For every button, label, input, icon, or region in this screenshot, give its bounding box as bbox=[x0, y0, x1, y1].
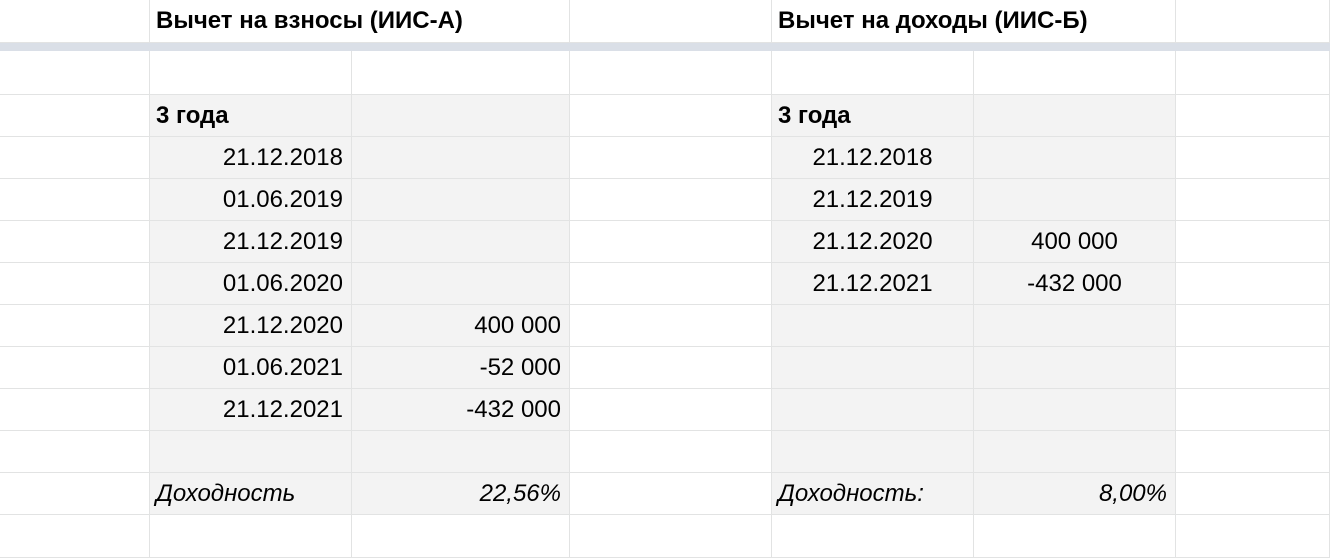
sheet-cell[interactable] bbox=[1176, 347, 1330, 389]
cell-text: 21.12.2018 bbox=[812, 143, 933, 171]
sheet-cell[interactable] bbox=[150, 51, 352, 95]
sheet-cell[interactable] bbox=[1176, 473, 1330, 515]
sheet-cell[interactable] bbox=[0, 263, 150, 305]
date-cell[interactable] bbox=[772, 221, 974, 263]
sheet-cell[interactable] bbox=[352, 431, 570, 473]
cell-text: 22,56% bbox=[479, 479, 561, 507]
sheet-cell[interactable] bbox=[0, 0, 150, 43]
period-label-iis-a[interactable] bbox=[150, 95, 352, 137]
sheet-cell[interactable] bbox=[0, 431, 150, 473]
cell-text: 21.12.2020 bbox=[812, 227, 933, 255]
header-iis-a[interactable] bbox=[150, 0, 570, 43]
amount-cell[interactable] bbox=[974, 179, 1176, 221]
sheet-cell[interactable] bbox=[1176, 179, 1330, 221]
sheet-cell[interactable] bbox=[772, 51, 974, 95]
sheet-cell[interactable] bbox=[974, 515, 1176, 558]
cell-text: 3 года bbox=[778, 101, 851, 129]
amount-cell[interactable] bbox=[352, 263, 570, 305]
date-cell[interactable] bbox=[772, 179, 974, 221]
sheet-cell[interactable] bbox=[1176, 515, 1330, 558]
cell-text: 01.06.2019 bbox=[222, 185, 343, 213]
date-cell[interactable] bbox=[150, 221, 352, 263]
date-cell[interactable] bbox=[150, 389, 352, 431]
cell-text: -52 000 bbox=[479, 353, 561, 381]
cell-text: 8,00% bbox=[1098, 479, 1167, 507]
date-cell[interactable] bbox=[150, 179, 352, 221]
sheet-cell[interactable] bbox=[570, 305, 772, 347]
amount-cell[interactable] bbox=[352, 347, 570, 389]
cell-text: 01.06.2021 bbox=[222, 353, 343, 381]
sheet-cell[interactable] bbox=[352, 95, 570, 137]
header-iis-b[interactable] bbox=[772, 0, 1176, 43]
sheet-cell[interactable] bbox=[974, 95, 1176, 137]
yield-label-iis-b[interactable] bbox=[772, 473, 974, 515]
sheet-cell[interactable] bbox=[0, 389, 150, 431]
sheet-cell[interactable] bbox=[772, 305, 974, 347]
amount-cell[interactable] bbox=[352, 389, 570, 431]
sheet-cell[interactable] bbox=[570, 221, 772, 263]
yield-label-iis-a[interactable] bbox=[150, 473, 352, 515]
period-label-iis-b[interactable] bbox=[772, 95, 974, 137]
sheet-cell[interactable] bbox=[0, 473, 150, 515]
sheet-cell[interactable] bbox=[570, 179, 772, 221]
cell-text: -432 000 bbox=[1027, 269, 1122, 297]
amount-cell[interactable] bbox=[974, 137, 1176, 179]
sheet-cell[interactable] bbox=[974, 431, 1176, 473]
sheet-cell[interactable] bbox=[0, 515, 150, 558]
sheet-cell[interactable] bbox=[352, 515, 570, 558]
sheet-cell[interactable] bbox=[570, 95, 772, 137]
cell-text: 3 года bbox=[156, 101, 229, 129]
sheet-cell[interactable] bbox=[772, 347, 974, 389]
sheet-cell[interactable] bbox=[0, 137, 150, 179]
sheet-cell[interactable] bbox=[974, 389, 1176, 431]
sheet-cell[interactable] bbox=[0, 179, 150, 221]
cell-text: Вычет на доходы (ИИС-Б) bbox=[778, 7, 1088, 34]
amount-cell[interactable] bbox=[352, 305, 570, 347]
sheet-cell[interactable] bbox=[0, 51, 150, 95]
sheet-cell[interactable] bbox=[570, 473, 772, 515]
frozen-row-divider[interactable] bbox=[0, 43, 1330, 51]
date-cell[interactable] bbox=[150, 347, 352, 389]
sheet-cell[interactable] bbox=[570, 389, 772, 431]
amount-cell[interactable] bbox=[352, 221, 570, 263]
sheet-cell[interactable] bbox=[570, 515, 772, 558]
sheet-cell[interactable] bbox=[570, 0, 772, 43]
sheet-cell[interactable] bbox=[352, 51, 570, 95]
sheet-cell[interactable] bbox=[1176, 263, 1330, 305]
sheet-cell[interactable] bbox=[570, 263, 772, 305]
sheet-cell[interactable] bbox=[772, 515, 974, 558]
cell-text: 21.12.2019 bbox=[812, 185, 933, 213]
amount-cell[interactable] bbox=[974, 221, 1176, 263]
sheet-cell[interactable] bbox=[0, 95, 150, 137]
sheet-cell[interactable] bbox=[0, 305, 150, 347]
amount-cell[interactable] bbox=[352, 179, 570, 221]
yield-value-iis-a[interactable] bbox=[352, 473, 570, 515]
sheet-cell[interactable] bbox=[570, 137, 772, 179]
cell-text: 21.12.2021 bbox=[812, 269, 933, 297]
cell-text: 21.12.2018 bbox=[222, 143, 343, 171]
sheet-cell[interactable] bbox=[0, 347, 150, 389]
sheet-cell[interactable] bbox=[1176, 305, 1330, 347]
sheet-cell[interactable] bbox=[772, 431, 974, 473]
date-cell[interactable] bbox=[150, 305, 352, 347]
sheet-cell[interactable] bbox=[1176, 389, 1330, 431]
amount-cell[interactable] bbox=[974, 263, 1176, 305]
cell-text: 21.12.2021 bbox=[222, 395, 343, 423]
sheet-cell[interactable] bbox=[570, 51, 772, 95]
date-cell[interactable] bbox=[150, 263, 352, 305]
cell-text: Доходность bbox=[156, 479, 296, 507]
sheet-cell[interactable] bbox=[974, 305, 1176, 347]
cell-text: 01.06.2020 bbox=[222, 269, 343, 297]
sheet-cell[interactable] bbox=[150, 431, 352, 473]
cell-text: 400 000 bbox=[474, 311, 561, 339]
sheet-cell[interactable] bbox=[150, 515, 352, 558]
cell-text: 21.12.2020 bbox=[222, 311, 343, 339]
sheet-cell[interactable] bbox=[0, 221, 150, 263]
sheet-cell[interactable] bbox=[1176, 431, 1330, 473]
cell-text: 21.12.2019 bbox=[222, 227, 343, 255]
sheet-cell[interactable] bbox=[772, 389, 974, 431]
amount-cell[interactable] bbox=[352, 137, 570, 179]
sheet-cell[interactable] bbox=[1176, 221, 1330, 263]
sheet-cell[interactable] bbox=[974, 51, 1176, 95]
sheet-cell[interactable] bbox=[570, 347, 772, 389]
cell-text: -432 000 bbox=[466, 395, 561, 423]
sheet-cell[interactable] bbox=[1176, 95, 1330, 137]
sheet-cell[interactable] bbox=[1176, 137, 1330, 179]
yield-value-iis-b[interactable] bbox=[974, 473, 1176, 515]
sheet-cell[interactable] bbox=[974, 347, 1176, 389]
sheet-cell[interactable] bbox=[1176, 0, 1330, 43]
date-cell[interactable] bbox=[772, 137, 974, 179]
sheet-cell[interactable] bbox=[570, 431, 772, 473]
cell-text: 400 000 bbox=[1031, 227, 1118, 255]
date-cell[interactable] bbox=[150, 137, 352, 179]
sheet-cell[interactable] bbox=[1176, 51, 1330, 95]
cell-text: Доходность: bbox=[778, 479, 924, 507]
cell-text: Вычет на взносы (ИИС-А) bbox=[156, 7, 463, 34]
date-cell[interactable] bbox=[772, 263, 974, 305]
